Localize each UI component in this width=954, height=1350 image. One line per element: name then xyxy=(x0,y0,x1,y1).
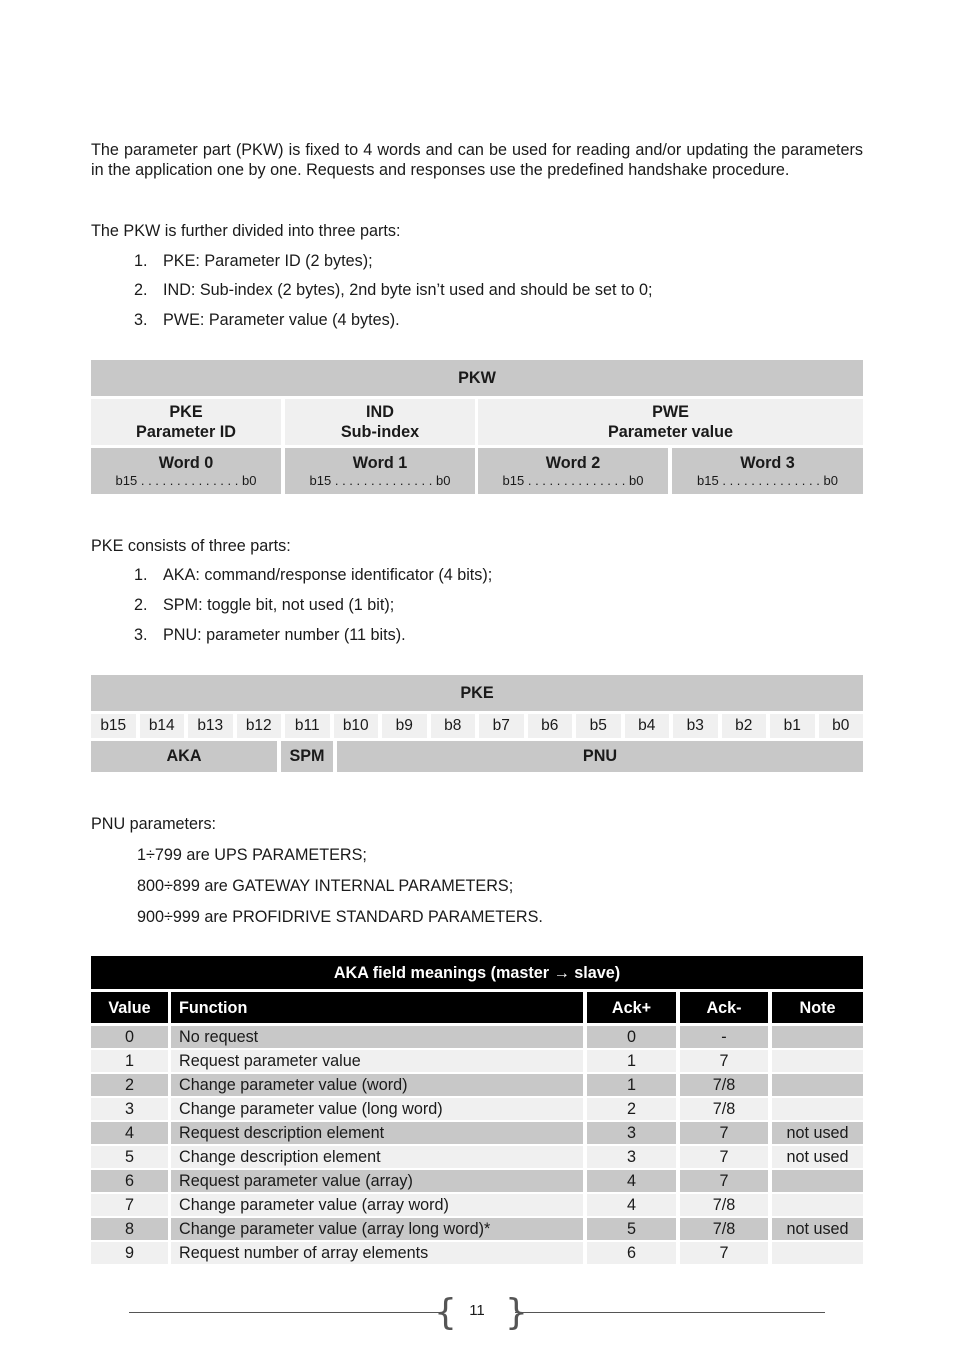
list-number: 2. xyxy=(134,281,148,299)
pke-bit-cell: b7 xyxy=(479,714,524,738)
aka-cell-ack-minus: 7/8 xyxy=(680,1098,768,1120)
aka-cell-note: not used xyxy=(772,1218,863,1240)
aka-cell-function: No request xyxy=(171,1026,583,1048)
list-item xyxy=(134,280,653,300)
pke-bit-cell: b12 xyxy=(237,714,282,738)
list-text: AKA: command/response identificator (4 bits); xyxy=(163,566,493,584)
aka-cell-ack-plus: 1 xyxy=(587,1050,676,1072)
aka-cell-ack-plus: 4 xyxy=(587,1194,676,1216)
aka-cell-value: 3 xyxy=(91,1098,168,1120)
aka-cell-ack-plus: 4 xyxy=(587,1170,676,1192)
pke-field-pnu: PNU xyxy=(337,741,863,772)
list-number: 1. xyxy=(134,566,148,584)
aka-cell-function: Request parameter value (array) xyxy=(171,1170,583,1192)
aka-cell-ack-plus: 6 xyxy=(587,1242,676,1264)
aka-header-value: Value xyxy=(91,992,168,1023)
aka-cell-value: 2 xyxy=(91,1074,168,1096)
aka-cell-value: 8 xyxy=(91,1218,168,1240)
pnu-range-item: 1÷799 are UPS PARAMETERS; xyxy=(137,846,367,864)
list-item xyxy=(134,625,406,645)
pkw-word-3 xyxy=(672,448,863,494)
aka-cell-note xyxy=(772,1050,863,1072)
list-text: PKE: Parameter ID (2 bytes); xyxy=(163,252,373,270)
pke-bit-cell: b8 xyxy=(431,714,476,738)
aka-cell-note xyxy=(772,1170,863,1192)
word-label: Word 3 xyxy=(740,454,795,472)
intro-paragraph: The parameter part (PKW) is fixed to 4 words and can be used for reading and/or updating the parameters in the application one by one. Requests and responses use the predefined handshake procedure. xyxy=(91,141,863,179)
aka-cell-note xyxy=(772,1026,863,1048)
pkw-word-2 xyxy=(478,448,668,494)
word-bits: b15 . . . . . . . . . . . . . . b0 xyxy=(115,473,257,488)
pnu-range-item: 900÷999 are PROFIDRIVE STANDARD PARAMETERS. xyxy=(137,908,543,926)
word-label: Word 0 xyxy=(158,454,214,472)
pke-bit-cell: b10 xyxy=(334,714,379,738)
list-text: PNU: parameter number (11 bits). xyxy=(163,626,406,644)
word-label: Word 1 xyxy=(352,454,408,472)
aka-cell-ack-minus: 7 xyxy=(680,1170,768,1192)
pke-heading: PKE consists of three parts: xyxy=(91,537,291,555)
aka-cell-ack-plus: 3 xyxy=(587,1146,676,1168)
pke-field-aka: AKA xyxy=(91,741,277,772)
aka-cell-function: Change parameter value (word) xyxy=(171,1074,583,1096)
aka-cell-function: Request parameter value xyxy=(171,1050,583,1072)
word-label: Word 2 xyxy=(545,454,601,472)
word-bits: b15 . . . . . . . . . . . . . . b0 xyxy=(697,473,838,488)
pke-bit-cell: b6 xyxy=(528,714,573,738)
aka-cell-function: Change parameter value (array word) xyxy=(171,1194,583,1216)
aka-header-function: Function xyxy=(171,992,583,1023)
list-text: IND: Sub-index (2 bytes), 2nd byte isn’t used and should be set to 0; xyxy=(163,281,653,299)
aka-cell-note xyxy=(772,1194,863,1216)
pke-bit-cell: b11 xyxy=(285,714,330,738)
aka-cell-ack-minus: 7/8 xyxy=(680,1194,768,1216)
aka-header-note: Note xyxy=(772,992,863,1023)
aka-cell-note: not used xyxy=(772,1146,863,1168)
list-text: PWE: Parameter value (4 bytes). xyxy=(163,311,400,329)
pke-field-spm: SPM xyxy=(281,741,333,772)
group-name: PKE xyxy=(169,403,203,421)
pke-bit-cell: b15 xyxy=(91,714,136,738)
pke-bit-cell: b9 xyxy=(382,714,427,738)
list-text: SPM: toggle bit, not used (1 bit); xyxy=(163,596,395,614)
aka-cell-ack-minus: 7/8 xyxy=(680,1218,768,1240)
list-number: 3. xyxy=(134,626,148,644)
aka-cell-value: 9 xyxy=(91,1242,168,1264)
group-name: IND xyxy=(366,403,394,421)
group-desc: Parameter ID xyxy=(136,423,236,441)
page-number: 11 xyxy=(469,1302,485,1319)
pkw-title: PKW xyxy=(91,360,863,396)
aka-cell-note xyxy=(772,1242,863,1264)
aka-cell-ack-minus: 7 xyxy=(680,1146,768,1168)
pke-bit-cell: b0 xyxy=(819,714,864,738)
left-brace-icon: { xyxy=(434,1292,457,1333)
aka-cell-function: Change parameter value (array long word)* xyxy=(171,1218,583,1240)
aka-cell-function: Request description element xyxy=(171,1122,583,1144)
aka-cell-ack-plus: 0 xyxy=(587,1026,676,1048)
aka-cell-note xyxy=(772,1098,863,1120)
aka-table-title: AKA field meanings (master → slave) xyxy=(91,956,863,989)
pke-bit-cell: b5 xyxy=(576,714,621,738)
pke-bit-cell: b14 xyxy=(140,714,185,738)
group-name: PWE xyxy=(652,403,689,421)
footer-rule-right xyxy=(515,1312,825,1313)
aka-cell-value: 6 xyxy=(91,1170,168,1192)
pkw-group-pwe xyxy=(478,399,863,445)
aka-cell-ack-plus: 2 xyxy=(587,1098,676,1120)
aka-cell-ack-minus: - xyxy=(680,1026,768,1048)
pke-bit-cell: b2 xyxy=(722,714,767,738)
list-number: 2. xyxy=(134,596,148,614)
pke-bit-cell: b1 xyxy=(770,714,815,738)
list-number: 3. xyxy=(134,311,148,329)
pkw-divided-text: The PKW is further divided into three parts: xyxy=(91,222,401,240)
list-item xyxy=(134,310,400,330)
aka-cell-function: Change description element xyxy=(171,1146,583,1168)
list-number: 1. xyxy=(134,252,148,270)
aka-cell-note xyxy=(772,1074,863,1096)
pke-bit-cell: b4 xyxy=(625,714,670,738)
aka-cell-ack-minus: 7 xyxy=(680,1122,768,1144)
aka-cell-ack-plus: 5 xyxy=(587,1218,676,1240)
list-item xyxy=(134,595,394,615)
aka-header-ack-plus: Ack+ xyxy=(587,992,676,1023)
aka-cell-ack-minus: 7 xyxy=(680,1050,768,1072)
pnu-range-item: 800÷899 are GATEWAY INTERNAL PARAMETERS; xyxy=(137,877,514,895)
pke-title: PKE xyxy=(91,675,863,711)
aka-cell-value: 4 xyxy=(91,1122,168,1144)
pkw-word-1 xyxy=(285,448,475,494)
aka-cell-value: 0 xyxy=(91,1026,168,1048)
aka-cell-ack-minus: 7/8 xyxy=(680,1074,768,1096)
aka-cell-note: not used xyxy=(772,1122,863,1144)
word-bits: b15 . . . . . . . . . . . . . . b0 xyxy=(502,473,644,488)
pkw-word-0 xyxy=(91,448,281,494)
aka-cell-value: 7 xyxy=(91,1194,168,1216)
footer-rule-left xyxy=(129,1312,439,1313)
list-item xyxy=(134,565,492,585)
aka-cell-ack-minus: 7 xyxy=(680,1242,768,1264)
aka-cell-function: Request number of array elements xyxy=(171,1242,583,1264)
aka-cell-ack-plus: 3 xyxy=(587,1122,676,1144)
right-brace-icon: } xyxy=(505,1292,528,1333)
aka-header-ack-minus: Ack- xyxy=(680,992,768,1023)
aka-cell-value: 1 xyxy=(91,1050,168,1072)
pke-bit-cell: b3 xyxy=(673,714,718,738)
group-desc: Parameter value xyxy=(607,423,734,441)
pkw-group-ind xyxy=(285,399,475,445)
aka-cell-value: 5 xyxy=(91,1146,168,1168)
pkw-group-pke xyxy=(91,399,281,445)
pke-bit-cell: b13 xyxy=(188,714,233,738)
aka-cell-ack-plus: 1 xyxy=(587,1074,676,1096)
word-bits: b15 . . . . . . . . . . . . . . b0 xyxy=(309,473,451,488)
aka-cell-function: Change parameter value (long word) xyxy=(171,1098,583,1120)
group-desc: Sub-index xyxy=(340,423,420,441)
pnu-heading: PNU parameters: xyxy=(91,815,217,833)
list-item xyxy=(134,251,373,271)
